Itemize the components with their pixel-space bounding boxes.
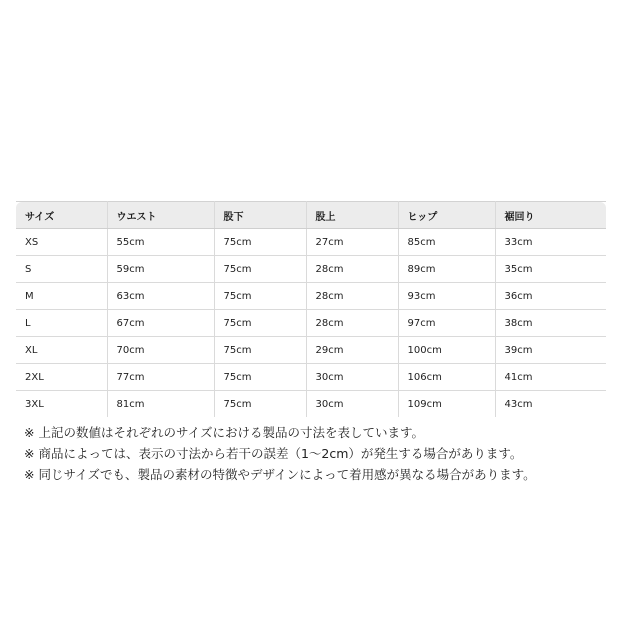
cell-inseam: 75cm: [214, 337, 306, 364]
cell-hip: 109cm: [398, 391, 495, 418]
table-row: [16, 229, 606, 256]
header-hip: ヒップ: [398, 202, 495, 229]
cell-size: S: [16, 256, 107, 283]
cell-inseam: 75cm: [214, 364, 306, 391]
cell-hip: 93cm: [398, 283, 495, 310]
cell-rise: 30cm: [306, 391, 398, 418]
table-row: [16, 337, 606, 364]
cell-hem: 36cm: [495, 283, 606, 310]
cell-rise: 28cm: [306, 256, 398, 283]
cell-hem: 33cm: [495, 229, 606, 256]
cell-hem: 39cm: [495, 337, 606, 364]
header-hem: 裾回り: [495, 202, 606, 229]
cell-hip: 89cm: [398, 256, 495, 283]
cell-size: 3XL: [16, 391, 107, 418]
cell-rise: 29cm: [306, 337, 398, 364]
table-row: [16, 310, 606, 337]
cell-size: 2XL: [16, 364, 107, 391]
cell-inseam: 75cm: [214, 283, 306, 310]
table-row: [16, 391, 606, 418]
cell-hip: 85cm: [398, 229, 495, 256]
note-measurement: ※ 上記の数値はそれぞれのサイズにおける製品の寸法を表しています。: [24, 425, 424, 440]
header-waist: ウエスト: [107, 202, 214, 229]
cell-waist: 67cm: [107, 310, 214, 337]
cell-rise: 27cm: [306, 229, 398, 256]
cell-inseam: 75cm: [214, 310, 306, 337]
cell-waist: 59cm: [107, 256, 214, 283]
header-rise: 股上: [306, 202, 398, 229]
cell-size: XS: [16, 229, 107, 256]
table-row: [16, 283, 606, 310]
cell-waist: 77cm: [107, 364, 214, 391]
cell-hem: 35cm: [495, 256, 606, 283]
cell-waist: 55cm: [107, 229, 214, 256]
header-inseam: 股下: [214, 202, 306, 229]
cell-hem: 43cm: [504, 398, 533, 410]
cell-size: L: [16, 310, 107, 337]
cell-hip: 100cm: [398, 337, 495, 364]
note-tolerance: ※ 商品によっては、表示の寸法から若干の誤差（1～2cm）が発生する場合があります。: [24, 446, 523, 461]
cell-waist: 63cm: [107, 283, 214, 310]
cell-size: XL: [16, 337, 107, 364]
cell-rise: 28cm: [306, 283, 398, 310]
cell-inseam: 75cm: [214, 229, 306, 256]
cell-inseam: 75cm: [214, 391, 306, 418]
cell-inseam: 75cm: [214, 256, 306, 283]
table-row: [16, 256, 606, 283]
cell-hip: 106cm: [398, 364, 495, 391]
cell-waist: 81cm: [107, 391, 214, 418]
cell-rise: 30cm: [306, 364, 398, 391]
header-size: サイズ: [16, 202, 107, 229]
notes: [24, 422, 614, 485]
cell-hem: 41cm: [495, 364, 606, 391]
cell-waist: 70cm: [107, 337, 214, 364]
cell-hip: 97cm: [398, 310, 495, 337]
size-table: [16, 201, 606, 417]
cell-rise: 28cm: [306, 310, 398, 337]
cell-hem: 38cm: [495, 310, 606, 337]
cell-size: M: [16, 283, 107, 310]
note-fit: ※ 同じサイズでも、製品の素材の特徴やデザインによって着用感が異なる場合があります。: [24, 467, 536, 482]
table-header-row: [16, 202, 606, 229]
table-row: [16, 364, 606, 391]
